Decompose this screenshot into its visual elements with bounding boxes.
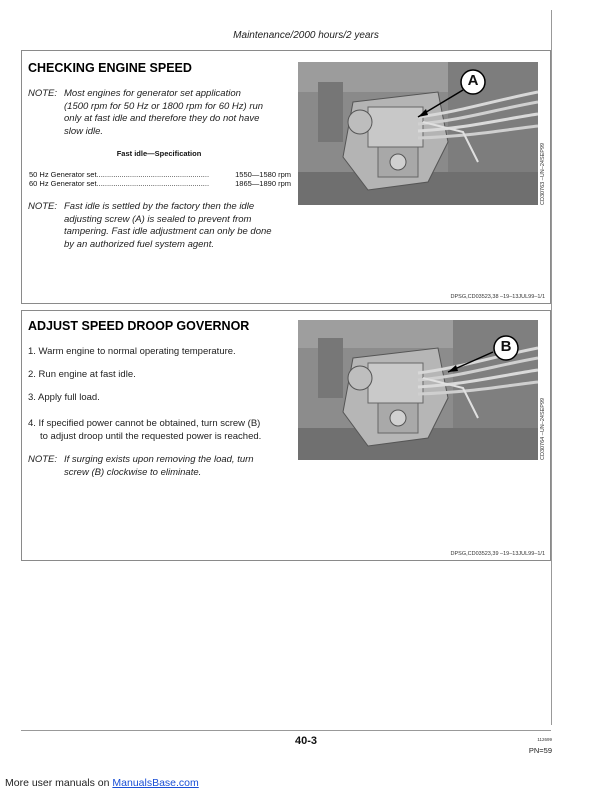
step-item [28,369,308,382]
note-line: tampering. Fast idle adjustment can only be done [64,226,272,237]
note-generator-fast-idle [28,88,298,138]
footer-date-code: 112699 [537,737,552,742]
step-text: 4. If specified power cannot be obtained, turn screw (B) [28,418,261,429]
figure-code: CD30764 –UN–24SEP99 [540,397,546,460]
spec-row [29,179,291,189]
note-line: only at fast idle and therefore they do not have [64,113,260,124]
step-item [28,346,308,359]
page-header-title: Maintenance/2000 hours/2 years [233,30,379,41]
note-line: Most engines for generator set application [64,88,241,99]
figure-code: CD30763 –UN–24SEP99 [540,142,546,205]
note-line: by an authorized fuel system agent. [64,238,214,250]
spec-label: 50 Hz Generator set...................................................... [29,170,210,179]
page-margin-rule [551,10,552,725]
note-label: NOTE: [28,88,58,99]
footer-rule [21,730,551,731]
banner-text: More user manuals on [5,777,113,789]
note-fast-idle-sealed [28,201,298,251]
note-line: Fast idle is settled by the factory then the idle [64,201,255,212]
step-text: 2. Run engine at fast idle. [28,369,136,380]
page-number: 40-3 [294,735,318,747]
spec-heading: Fast idle—Specification [116,149,202,158]
document-reference: DPSG,CD03523,38 –19–13JUL99–1/1 [450,294,545,300]
manualsbase-banner [5,777,199,789]
step-text: to adjust droop until the requested power is reached. [40,430,262,442]
document-reference: DPSG,CD03523,39 –19–13JUL99–1/1 [450,551,545,557]
section-title: CHECKING ENGINE SPEED [28,61,192,75]
section-title: ADJUST SPEED DROOP GOVERNOR [28,319,250,333]
note-line: If surging exists upon removing the load, turn [64,454,254,465]
step-text: 1. Warm engine to normal operating temperature. [28,346,236,357]
note-line: slow idle. [64,125,104,137]
note-label: NOTE: [28,201,58,212]
step-item [28,392,308,405]
spec-label: 60 Hz Generator set...................................................... [29,179,210,188]
spec-value: 1865—1890 rpm [235,179,291,188]
callout-label: A [467,72,479,89]
note-line: (1500 rpm for 50 Hz or 1800 rpm for 60 Hz) run [64,100,264,112]
footer-pn: PN=59 [528,746,552,755]
note-surging [28,454,298,479]
step-item [28,418,308,443]
step-text: 3. Apply full load. [28,392,100,403]
manualsbase-link[interactable]: ManualsBase.com [112,777,199,789]
callout-label: B [500,338,512,355]
spec-value: 1550—1580 rpm [235,170,291,179]
note-label: NOTE: [28,454,58,465]
injection-pump-photo-a [298,62,538,205]
injection-pump-photo-b [298,320,538,460]
note-line: adjusting screw (A) is sealed to prevent from [64,213,252,225]
note-line: screw (B) clockwise to eliminate. [64,466,202,478]
